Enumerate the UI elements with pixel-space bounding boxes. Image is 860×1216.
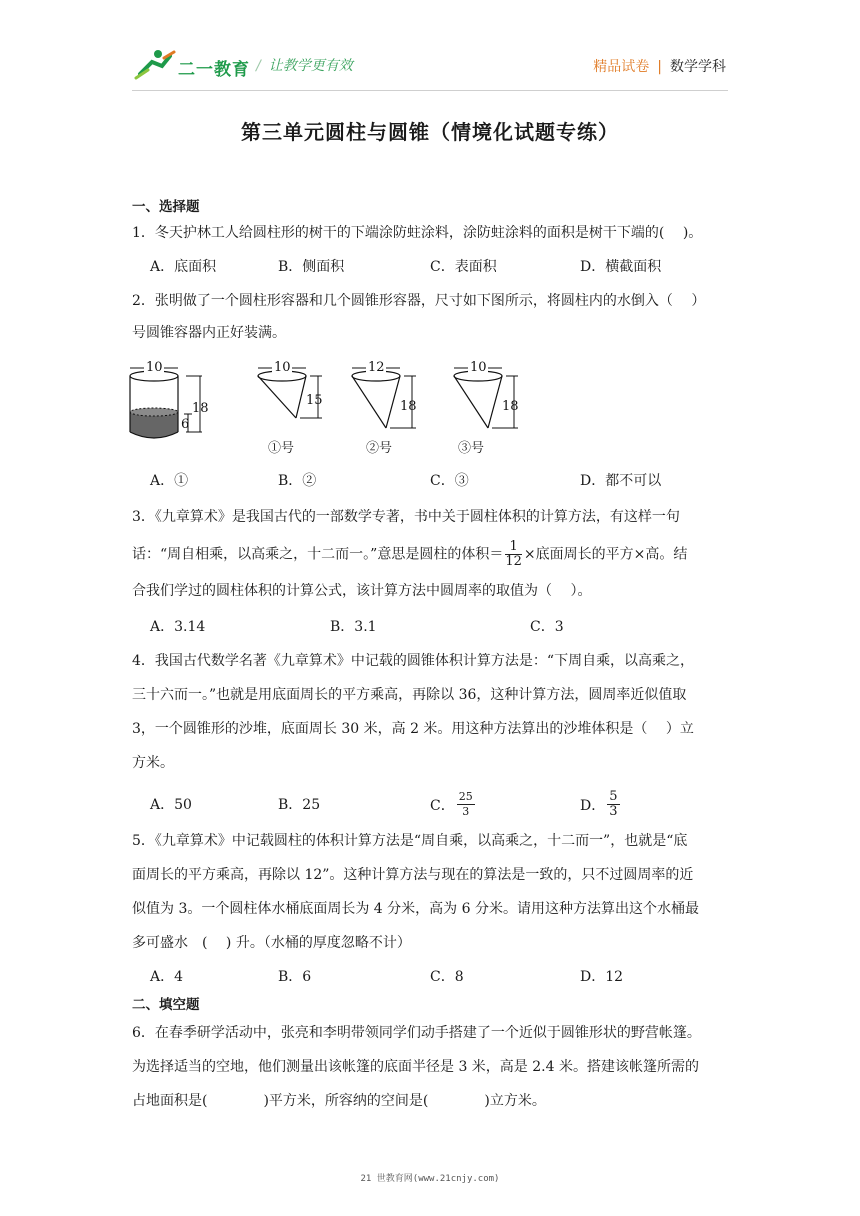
- question-5-line-3: 似值为 3。一个圆柱体水桶底面周长为 4 分米，高为 6 分米。请用这种方法算出这个水桶最: [132, 901, 699, 917]
- question-1-text: 1．冬天护林工人给圆柱形的树干的下端涂防蛀涂料，涂防蛀涂料的面积是树干下端的( )。: [132, 225, 703, 241]
- option-d: D．12: [580, 969, 624, 985]
- question-6-line-2: 为选择适当的空地，他们测量出该帐篷的底面半径是 3 米，高是 2.4 米。搭建该帐篷所需的: [132, 1059, 699, 1075]
- question-2-line-2: 号圆锥容器内正好装满。: [132, 325, 286, 341]
- option-d: D．都不可以: [580, 473, 662, 489]
- question-3-line-3: 合我们学过的圆柱体积的计算公式，该计算方法中圆周率的取值为（ ）。: [132, 583, 592, 599]
- option-b: B．侧面积: [278, 259, 345, 275]
- option-b: B．25: [278, 797, 321, 813]
- cylinder-diameter-label: 10: [146, 360, 163, 375]
- question-3-options: [150, 616, 750, 638]
- question-4-line-3: 3，一个圆锥形的沙堆，底面周长 30 米，高 2 米。用这种方法算出的沙堆体积是（ ）立: [132, 721, 694, 737]
- fraction-5-3: $\frac{5}{3}$: [609, 789, 618, 819]
- option-c: C．8: [430, 969, 464, 985]
- page-header: [0, 0, 860, 100]
- question-3-line-2: 话：“周自相乘，以高乘之，十二而一。”意思是圆柱的体积＝ $\frac{1}{12}$ ×底面周长的平方×高。结: [132, 539, 688, 569]
- section-heading-choice: 一、选择题: [132, 199, 200, 215]
- question-2-options: [150, 470, 750, 492]
- option-a: A．底面积: [150, 259, 217, 275]
- question-5-line-1: 5．《九章算术》中记载圆柱的体积计算方法是“周自乘，以高乘之，十二而一”，也就是“底: [132, 833, 688, 849]
- cone-2-height-label: 18: [400, 399, 417, 414]
- question-6-line-1: 6．在春季研学活动中，张亮和李明带领同学们动手搭建了一个近似于圆锥形状的野营帐篷。: [132, 1025, 701, 1041]
- cone-3-height-label: 18: [502, 399, 519, 414]
- question-1-options: [150, 256, 750, 278]
- option-a: A．4: [150, 969, 184, 985]
- option-c: C． $\frac{25}{3}$: [430, 790, 473, 818]
- question-4-options: [150, 790, 750, 824]
- cylinder-diagram: [130, 360, 209, 438]
- cone-1-diameter-label: 10: [274, 360, 291, 375]
- question-6-line-3: 占地面积是( )平方米，所容纳的空间是( )立方米。: [132, 1093, 546, 1109]
- option-a: A．50: [150, 797, 192, 813]
- option-b: B．3.1: [330, 619, 377, 635]
- option-b: B．②: [278, 473, 317, 489]
- cone-3-label: ③号: [458, 441, 485, 456]
- cone-3-diagram: [454, 360, 519, 456]
- option-d: D．横截面积: [580, 259, 662, 275]
- tag-quality-paper: 精品试卷: [593, 59, 650, 75]
- fraction-one-twelfth: $\frac{1}{12}$: [505, 539, 522, 569]
- option-a: A．3.14: [150, 619, 206, 635]
- option-c: C．3: [530, 619, 564, 635]
- question-2-line-1: 2．张明做了一个圆柱形容器和几个圆锥形容器，尺寸如下图所示，将圆柱内的水倒入（ ）: [132, 293, 706, 309]
- option-c: C．表面积: [430, 259, 497, 275]
- cone-3-diameter-label: 10: [470, 360, 487, 375]
- cone-2-label: ②号: [366, 441, 393, 456]
- question-5-line-2: 面周长的平方乘高，再除以 12”。这种计算方法与现在的算法是一致的，只不过圆周率的近: [132, 867, 694, 883]
- option-c: C．③: [430, 473, 469, 489]
- header-tags: 精品试卷 | 数学学科: [593, 59, 726, 75]
- brand-logo-text: 二一教育: [178, 60, 250, 80]
- cylinder-height-label: 18: [192, 401, 209, 416]
- cone-2-diagram: [352, 360, 417, 456]
- question-4-line-1: 4．我国古代数学名著《九章算术》中记载的圆锥体积计算方法是：“下周自乘，以高乘之，: [132, 653, 695, 669]
- cone-1-label: ①号: [268, 441, 295, 456]
- brand-slogan: / 让教学更有效: [256, 58, 353, 74]
- tag-subject: 数学学科: [670, 59, 726, 75]
- option-b: B．6: [278, 969, 312, 985]
- option-d: D． $\frac{5}{3}$: [580, 789, 618, 819]
- question-5-line-4: 多可盛水 ( ) 升。（水桶的厚度忽略不计）: [132, 935, 411, 951]
- cone-2-diameter-label: 12: [368, 360, 385, 375]
- question-4-line-2: 三十六而一。”也就是用底面周长的平方乘高，再除以 36，这种计算方法，圆周率近似值取: [132, 687, 687, 703]
- option-a: A．①: [150, 473, 189, 489]
- cylinder-water-label: 6: [181, 417, 190, 432]
- header-divider: [132, 90, 728, 91]
- cone-1-height-label: 15: [306, 393, 323, 408]
- page-title: 第三单元圆柱与圆锥（情境化试题专练）: [241, 120, 619, 144]
- question-5-options: [150, 966, 750, 988]
- cone-1-diagram: [258, 360, 323, 456]
- fraction-25-3: $\frac{25}{3}$: [458, 790, 473, 818]
- running-person-logo-icon: [132, 48, 176, 80]
- page-footer: 21 世教育网(www.21cnjy.com): [360, 1174, 500, 1184]
- question-4-line-4: 方米。: [132, 755, 174, 771]
- containers-figure: [126, 356, 526, 460]
- section-heading-fill: 二、填空题: [132, 997, 200, 1013]
- question-3-line-1: 3．《九章算术》是我国古代的一部数学专著，书中关于圆柱体积的计算方法，有这样一句: [132, 509, 680, 525]
